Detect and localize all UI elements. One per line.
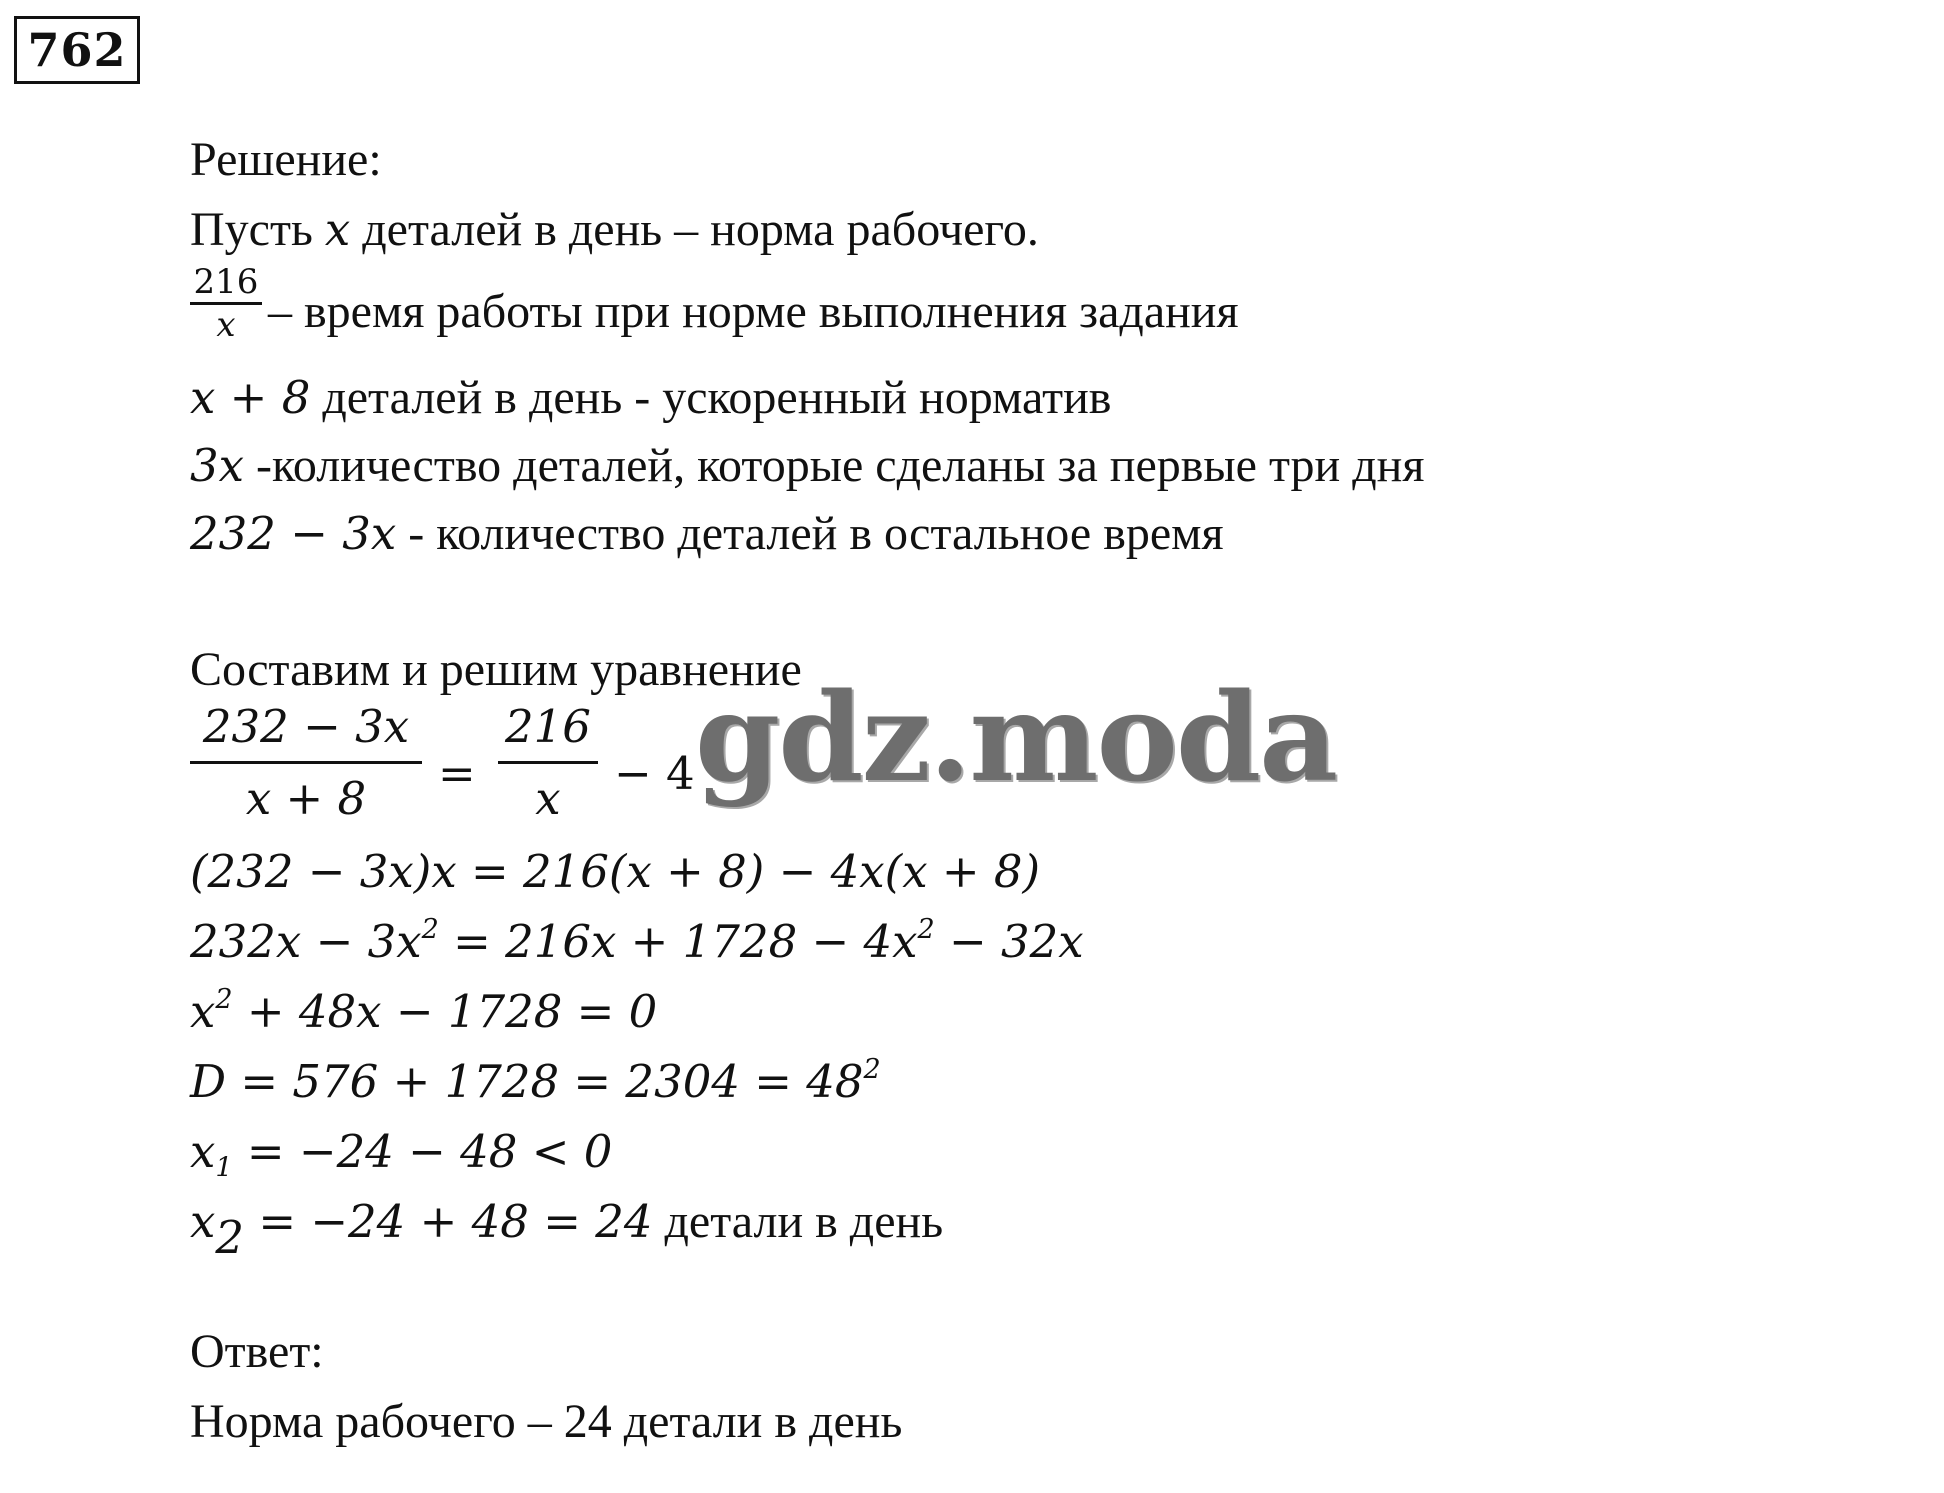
- first-text: -количество деталей, которые сделаны за первые три дня: [244, 439, 1425, 492]
- step-6-a: x: [190, 1195, 216, 1248]
- rest-expr: 232 − 3x: [190, 507, 397, 560]
- first-expr: 3x: [190, 439, 245, 492]
- step-4: [190, 1052, 881, 1112]
- exp: 2: [863, 1054, 881, 1086]
- exp: 2: [215, 984, 233, 1016]
- equation-label: Составим и решим уравнение: [190, 643, 802, 696]
- problem-number: 762: [14, 16, 140, 84]
- fraction-bar: [498, 761, 598, 764]
- rest-line: [190, 504, 1224, 564]
- subscript: 2: [215, 1210, 245, 1264]
- step-2-a: 232x − 3x: [190, 915, 422, 968]
- time-fraction-denominator: x: [216, 305, 236, 345]
- let-line: [190, 200, 1039, 260]
- rhs-denominator: x: [535, 772, 561, 825]
- step-3-a: x: [190, 985, 216, 1038]
- step-5-a: x: [190, 1125, 216, 1178]
- answer-text: Норма рабочего – 24 детали в день: [190, 1395, 903, 1448]
- fraction-bar: [190, 761, 422, 764]
- step-3-b: + 48x − 1728 = 0: [232, 985, 658, 1038]
- rhs-numerator: 216: [505, 700, 591, 753]
- exp: 2: [421, 914, 439, 946]
- step-2: [190, 912, 1084, 972]
- step-6-b: = −24 + 48 = 24: [244, 1195, 653, 1248]
- step-2-b: = 216x + 1728 − 4x: [438, 915, 918, 968]
- equals-sign: =: [438, 747, 476, 800]
- step-6: [190, 1192, 944, 1264]
- lhs-denominator: x + 8: [245, 772, 367, 825]
- step-4-a: D = 576 + 1728 = 2304 = 48: [190, 1055, 864, 1108]
- exp: 2: [917, 914, 935, 946]
- solution-label: Решение:: [190, 133, 382, 186]
- subscript: 1: [215, 1152, 233, 1184]
- accel-line: [190, 368, 1111, 428]
- let-pre: Пусть: [190, 203, 325, 256]
- rest-text: - количество деталей в остальное время: [396, 507, 1224, 560]
- step-2-c: − 32x: [934, 915, 1084, 968]
- accel-text: деталей в день - ускоренный норматив: [310, 371, 1112, 424]
- step-6-text: детали в день: [652, 1195, 944, 1248]
- step-5-b: = −24 − 48 < 0: [232, 1125, 613, 1178]
- step-3: [190, 982, 657, 1042]
- answer-label: Ответ:: [190, 1325, 324, 1378]
- first-days-line: [190, 436, 1424, 496]
- rhs-fraction: [498, 700, 598, 825]
- step-5: [190, 1122, 612, 1182]
- time-fraction-numerator: 216: [193, 262, 259, 302]
- let-post: деталей в день – норма рабочего.: [350, 203, 1039, 256]
- accel-expr: x + 8: [190, 371, 311, 424]
- step-1: (232 − 3x)x = 216(x + 8) − 4x(x + 8): [190, 845, 1041, 898]
- lhs-fraction: [190, 700, 422, 825]
- let-var: x: [324, 203, 351, 256]
- lhs-numerator: 232 − 3x: [202, 700, 410, 753]
- watermark-logo: gdz.moda: [695, 665, 1337, 809]
- time-line: – время работы при норме выполнения задания: [268, 285, 1239, 338]
- rhs-tail: − 4: [614, 747, 695, 800]
- time-fraction: [190, 262, 262, 345]
